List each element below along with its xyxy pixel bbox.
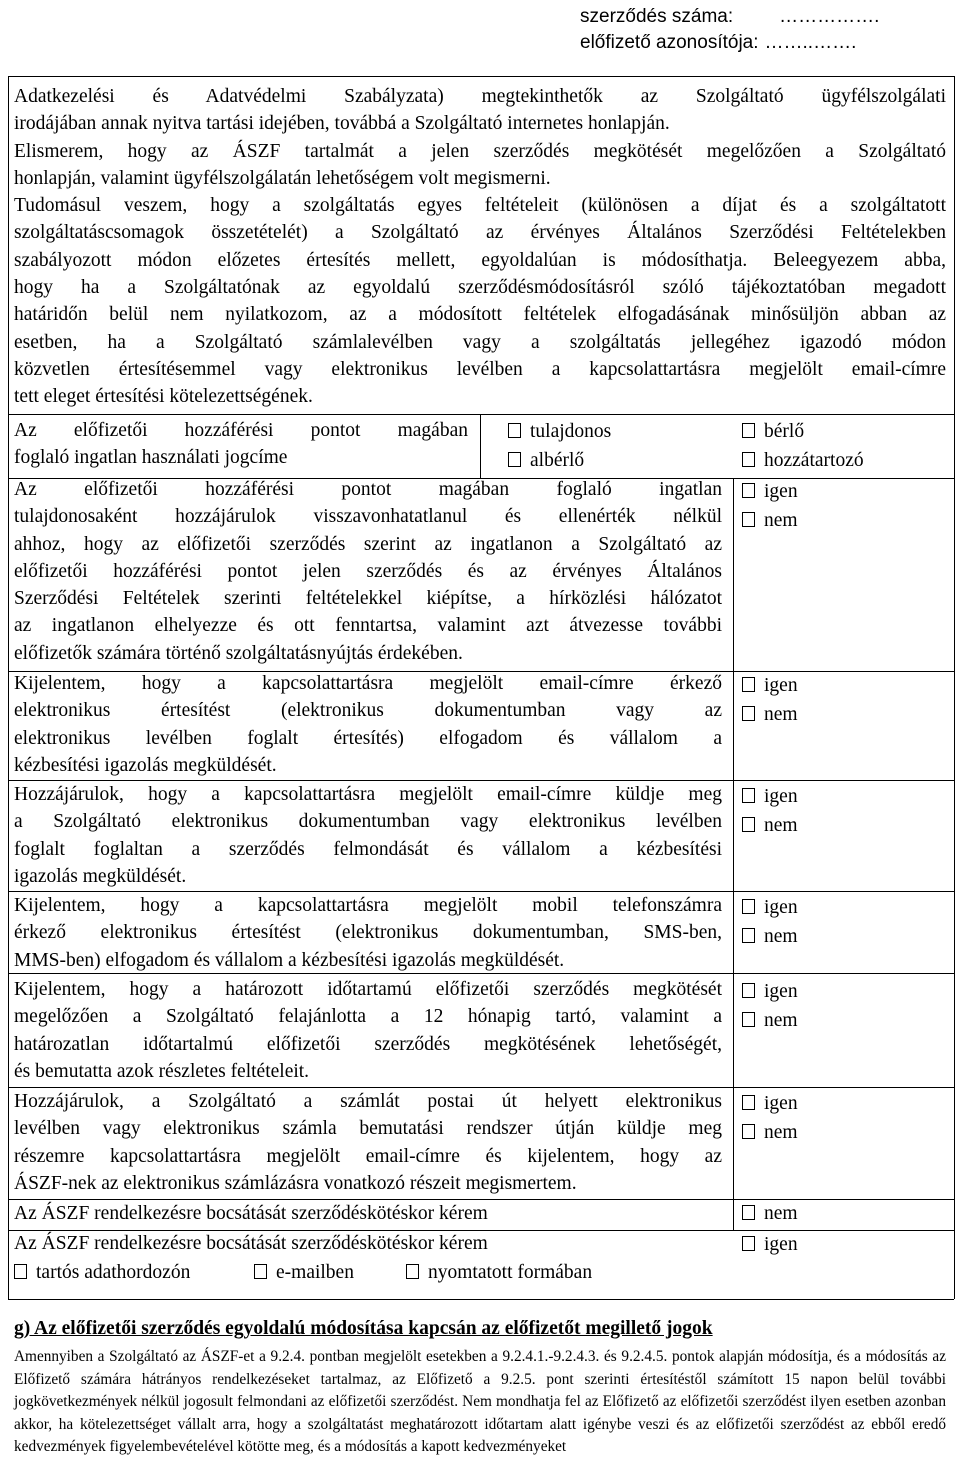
consent-line: előfizetők számára történő szolgáltatásnyújtás érdekében. — [14, 642, 463, 664]
checkbox[interactable] — [742, 1124, 755, 1139]
header — [580, 4, 879, 56]
consent-e-invoice-yes[interactable] — [742, 1089, 798, 1118]
consent-line: megelőzően a Szolgáltató felajánlotta a 12 hónapig tartó, valamint a — [14, 1006, 722, 1028]
checkbox[interactable] — [742, 899, 755, 914]
checkbox[interactable] — [508, 423, 521, 438]
consent-line: Hozzájárulok, a Szolgáltató a számlát postai út helyett elektronikus — [14, 1091, 722, 1112]
consent-line: igazolás megküldését. — [14, 865, 187, 887]
consent-email-termination-no[interactable] — [742, 811, 798, 840]
aszf-request-yes-text: Az ÁSZF rendelkezésre bocsátását szerződéskötéskor kérem — [14, 1233, 488, 1254]
checkbox[interactable] — [742, 1095, 755, 1110]
yes-label: igen — [764, 675, 798, 696]
consent-line: MMS-ben) elfogadom és vállalom a kézbesítési igazolás megküldését. — [14, 949, 565, 971]
subscriber-id-row — [580, 30, 879, 56]
consent-line: Kijelentem, hogy a határozott időtartamú előfizetői szerződés megkötését — [14, 979, 722, 1000]
column-divider — [480, 414, 481, 478]
consent-line: és bemutatta azok részletes feltételeit. — [14, 1060, 310, 1082]
consent-fixed-term-text — [14, 976, 722, 1085]
checkbox[interactable] — [742, 928, 755, 943]
subscriber-id-value[interactable]: ……..……. — [764, 32, 857, 53]
media-print-option[interactable] — [406, 1258, 592, 1287]
no-label: nem — [764, 1122, 798, 1143]
checkbox[interactable] — [742, 483, 755, 498]
consent-line: a Szolgáltató elektronikus dokumentumban vagy elektronikus levélben — [14, 811, 722, 833]
consent-e-invoice-no[interactable] — [742, 1118, 798, 1147]
option-label: bérlő — [764, 421, 805, 442]
checkbox[interactable] — [742, 512, 755, 527]
intro-line: szabályozott módon előzetes értesítés mellett, egyoldalúan is módosíthatja. Beleegyezem abba, — [14, 249, 946, 271]
no-label: nem — [764, 1203, 798, 1224]
checkbox[interactable] — [742, 817, 755, 832]
consent-line: elektronikus levélben foglalt értesítés) elfogadom és vállalom a — [14, 727, 722, 749]
intro-line: tett eleget értesítési kötelezettségének. — [14, 386, 313, 408]
consent-line: ahhoz, hogy az előfizetői szerződés szerint az ingatlanon a Szolgáltató az — [14, 533, 722, 555]
aszf-request-no[interactable] — [742, 1199, 798, 1228]
intro-line: szolgáltatáscsomagok összetételét) a Szolgáltató az érvényes Általános Szerződési Feltételekben — [14, 222, 946, 244]
checkbox[interactable] — [742, 1205, 755, 1220]
intro-line: Elismerem, hogy az ÁSZF tartalmát a jelen szerződés megkötését megelőzően a Szolgáltató — [14, 140, 946, 162]
no-label: nem — [764, 815, 798, 836]
property-label-line: Az előfizetői hozzáférési pontot magában — [14, 420, 468, 441]
consent-line: részemre kapcsolattartásra megjelölt email-címre és kijelentem, hogy az — [14, 1145, 722, 1167]
checkbox[interactable] — [742, 706, 755, 721]
table-left-border — [8, 76, 9, 1299]
option-label: albérlő — [530, 450, 585, 471]
consent-owner-text — [14, 476, 722, 667]
intro-line: hogy ha a Szolgáltatónak az egyoldalú szerződésmódosításról szóló tájékoztatóban megadott — [14, 277, 946, 299]
checkbox[interactable] — [742, 423, 755, 438]
consent-email-notice-text — [14, 670, 722, 779]
intro-line: Adatkezelési és Adatvédelmi Szabályzata) megtekinthetők az Szolgáltató ügyfélszolgálati — [14, 86, 946, 107]
option-label: tulajdonos — [530, 421, 612, 442]
intro-line: határidőn belül nem nyilatkozom, az a módosított feltételek elfogadásának minősüljön abban az — [14, 304, 946, 326]
contract-number-label: szerződés száma: — [580, 6, 734, 27]
yes-label: igen — [764, 786, 798, 807]
intro-line: esetben, ha a Szolgáltató számlalevélben vagy a szolgáltatás jellegéhez igazodó módon — [14, 331, 946, 353]
table-right-border — [954, 76, 955, 1299]
checkbox[interactable] — [254, 1264, 267, 1279]
subscriber-id-label: előfizető azonosítója: — [580, 32, 759, 53]
table-top-border — [8, 76, 954, 77]
consent-email-termination-yes[interactable] — [742, 782, 798, 811]
media-email-option[interactable] — [254, 1258, 354, 1287]
checkbox[interactable] — [742, 1012, 755, 1027]
consent-e-invoice-text — [14, 1088, 722, 1197]
consent-email-notice-yes[interactable] — [742, 671, 798, 700]
column-divider — [733, 478, 734, 1230]
property-title-label — [14, 417, 468, 472]
no-label: nem — [764, 1010, 798, 1031]
intro-paragraph — [14, 83, 946, 411]
consent-sms-notice-text — [14, 892, 722, 974]
checkbox[interactable] — [742, 788, 755, 803]
aszf-request-no-text: Az ÁSZF rendelkezésre bocsátását szerződéskötéskor kérem — [14, 1203, 488, 1224]
consent-line: Szerződési Feltételek szerinti feltételekkel kiépítse, a hírközlési hálózatot — [14, 588, 722, 610]
consent-line: levélben vagy elektronikus számla bemutatási rendszer útján küldje meg — [14, 1118, 722, 1140]
intro-line: honlapján, valamint ügyfélszolgálatán lehetőségem volt megismerni. — [14, 167, 551, 189]
consent-line: Az előfizetői hozzáférési pontot magában foglaló ingatlan — [14, 479, 722, 500]
intro-line: irodájában annak nyitva tartási idejében, továbbá a Szolgáltató internetes honlapján. — [14, 113, 670, 135]
consent-line: határozatlan időtartalmú előfizetői szerződés megkötésének lehetőségét, — [14, 1033, 722, 1055]
consent-owner-no[interactable] — [742, 506, 798, 535]
consent-fixed-term-yes[interactable] — [742, 977, 798, 1006]
checkbox[interactable] — [742, 983, 755, 998]
row-divider — [8, 414, 954, 415]
no-label: nem — [764, 510, 798, 531]
no-label: nem — [764, 926, 798, 947]
checkbox[interactable] — [14, 1264, 27, 1279]
no-label: nem — [764, 704, 798, 725]
consent-sms-notice-no[interactable] — [742, 922, 798, 951]
checkbox[interactable] — [508, 452, 521, 467]
consent-line: tulajdonosaként hozzájárulok visszavonhatatlanul és ellenérték nélkül — [14, 506, 722, 528]
option-label: e-mailben — [276, 1262, 354, 1283]
consent-line: az ingatlanon elhelyezze és ott fenntartsa, valamint azt átvezesse további — [14, 615, 722, 637]
tenant-option[interactable] — [742, 417, 804, 446]
subtenant-option[interactable] — [508, 446, 584, 475]
property-label-line: foglaló ingatlan használati jogcíme — [14, 447, 288, 469]
yes-label: igen — [764, 981, 798, 1002]
yes-label: igen — [764, 481, 798, 502]
yes-label: igen — [764, 897, 798, 918]
checkbox[interactable] — [406, 1264, 419, 1279]
yes-label: igen — [764, 1093, 798, 1114]
contract-number-value[interactable]: ……………. — [779, 6, 880, 27]
yes-label: igen — [764, 1234, 798, 1255]
consent-line: ÁSZF-nek az elektronikus számlázásra vonatkozó részeit megismertem. — [14, 1172, 577, 1194]
option-label: nyomtatott formában — [428, 1262, 593, 1283]
consent-email-termination-text — [14, 781, 722, 890]
aszf-request-yes[interactable] — [742, 1230, 798, 1259]
consent-line: Hozzájárulok, hogy a kapcsolattartásra megjelölt email-címre küldje meg — [14, 784, 722, 805]
checkbox[interactable] — [742, 1236, 755, 1251]
consent-line: kézbesítési igazolás megküldését. — [14, 754, 277, 776]
contract-number-row — [580, 4, 879, 30]
table-bottom-border — [8, 1299, 954, 1300]
checkbox[interactable] — [742, 452, 755, 467]
consent-line: Kijelentem, hogy a kapcsolattartásra megjelölt mobil telefonszámra — [14, 895, 722, 916]
option-label: tartós adathordozón — [36, 1262, 191, 1283]
consent-email-notice-no[interactable] — [742, 700, 798, 729]
checkbox[interactable] — [742, 677, 755, 692]
consent-line: Kijelentem, hogy a kapcsolattartásra megjelölt email-címre érkező — [14, 673, 722, 694]
relative-option[interactable] — [742, 446, 864, 475]
media-data-carrier-option[interactable] — [14, 1258, 190, 1287]
option-label: hozzátartozó — [764, 450, 864, 471]
intro-line: Tudomásul veszem, hogy a szolgáltatás egyes feltételeit (különösen a díjat és a szolgáltatott — [14, 195, 946, 217]
owner-option[interactable] — [508, 417, 611, 446]
consent-owner-yes[interactable] — [742, 477, 798, 506]
intro-line: közvetlen értesítésemmel vagy elektronikus levélben a kapcsolattartásra megjelölt email-címre — [14, 358, 946, 380]
consent-line: elektronikus értesítést (elektronikus dokumentumban vagy az — [14, 700, 722, 722]
section-g-text: Amennyiben a Szolgáltató az ÁSZF-et a 9.2.4. pontban megjelölt esetekben a 9.2.4.1.-9.2.4.3. és 9.2.4.5. pontok alapján módosítja, és a módosítás az Előfizető számára hátrányos rendelkezéseket tartalmaz, az Előfizető a 9.2.5. pont szerinti értesítéstől számított 15 napon belül további jogkövetkezmények nélkül jogosult felmondani az előfizetői szerződést. Nem mondhatja fel az Előfizető az előfizetői szerződést ilyen esetben azonban akkor, ha kötelezettséget vállalt arra, hogy a szolgáltatást meghatározott időtartam alatt igénybe veszi és az előfizetői szerződést az ebből eredő kedvezmények figyelembevételével kötötte meg, és a módosítás a kapott kedvezményeket — [14, 1348, 946, 1456]
section-g-heading: g) Az előfizetői szerződés egyoldalú módosítása kapcsán az előfizetőt megillető jogok — [14, 1318, 713, 1339]
consent-sms-notice-yes[interactable] — [742, 893, 798, 922]
consent-line: érkező elektronikus értesítést (elektronikus dokumentumban, SMS-ben, — [14, 922, 722, 944]
consent-fixed-term-no[interactable] — [742, 1006, 798, 1035]
consent-line: foglalt foglaltan a szerződés felmondását és vállalom a kézbesítési — [14, 838, 722, 860]
consent-line: előfizetői hozzáférési pontot jelen szerződés és az érvényes Általános — [14, 560, 722, 582]
